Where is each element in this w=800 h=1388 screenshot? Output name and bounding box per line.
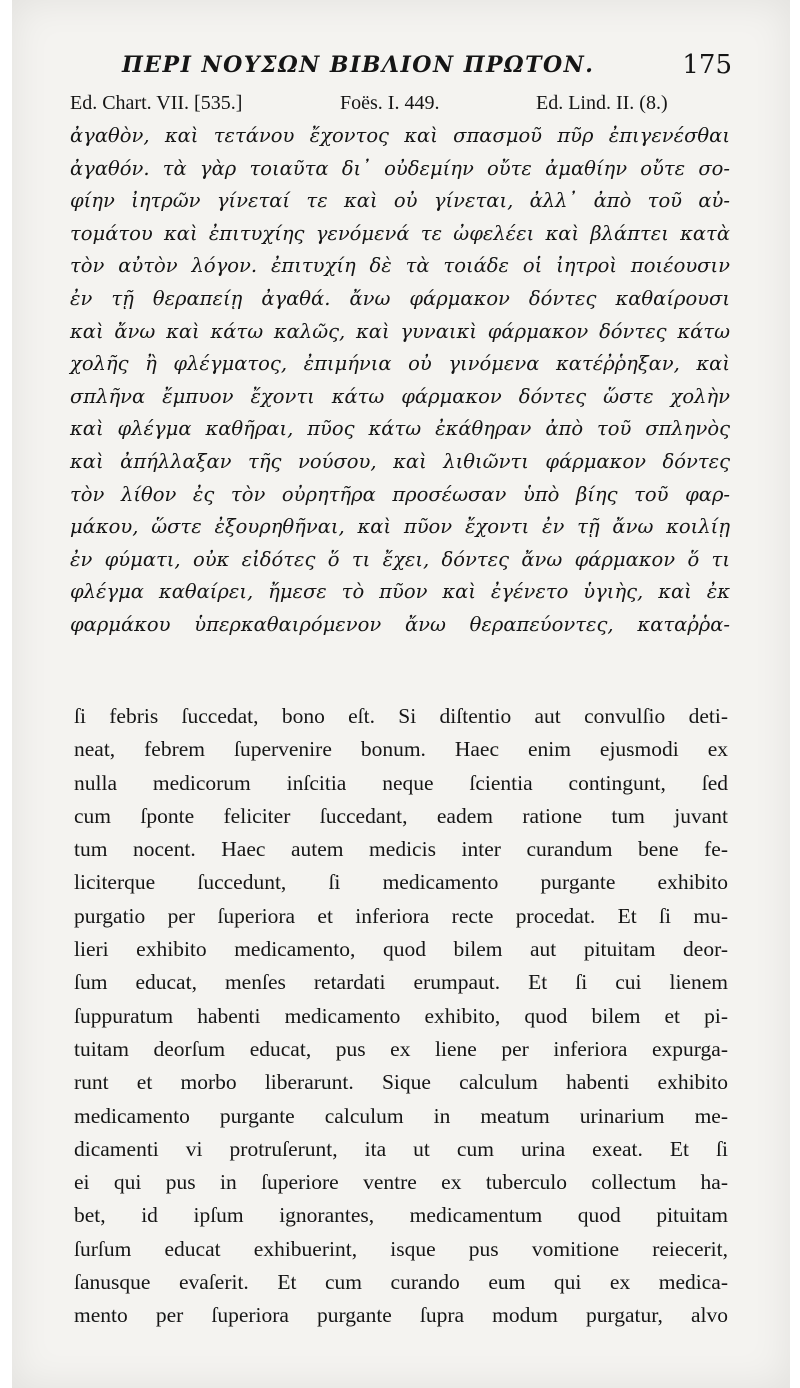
linden-reference: Ed. Lind. II. (8.) — [536, 92, 668, 114]
greek-line: φλέγμα καθαίρει, ἤμεσε τὸ πῦον καὶ ἐγένετο ὑγιὴς, καὶ ἐκ — [70, 580, 730, 604]
greek-line: χολῆς ἢ φλέγματος, ἐπιμήνια οὐ γινόμενα κατέῤῥηξαν, καὶ — [70, 352, 730, 376]
page-number: 175 — [682, 50, 732, 80]
greek-line: μάκου, ὥστε ἐξουρηθῆναι, καὶ πῦον ἔχοντι ἐν τῇ ἄνω κοιλίῃ — [70, 515, 730, 539]
latin-line: ſuppuratum habenti medicamento exhibito, quod bilem et pi- — [74, 1003, 728, 1028]
greek-line: ἀγαθὸν, καὶ τετάνου ἔχοντος καὶ σπασμοῦ πῦρ ἐπιγενέσθαι — [70, 124, 730, 147]
latin-line: lieri exhibito medicamento, quod bilem aut pituitam deor- — [74, 937, 728, 962]
latin-line: medicamento purgante calculum in meatum urinarium me- — [74, 1103, 728, 1128]
latin-line: ſi febris ſuccedat, bono eſt. Si diſtentio aut convulſio deti- — [74, 704, 728, 728]
latin-line: liciterque ſuccedunt, ſi medicamento purgante exhibito — [74, 870, 728, 895]
greek-line: φίην ἰητρῶν γίνεταί τε καὶ οὐ γίνεται, ἀλλ᾽ ἀπὸ τοῦ αὐ- — [70, 189, 730, 213]
latin-line: tuitam deorſum educat, pus ex liene per inferiora expurga- — [74, 1036, 728, 1061]
latin-line: nulla medicorum inſcitia neque ſcientia contingunt, ſed — [74, 770, 728, 795]
latin-line: ſanusque evaſerit. Et cum curando eum qui ex medica- — [74, 1270, 728, 1295]
latin-line: neat, febrem ſupervenire bonum. Haec enim ejusmodi ex — [74, 737, 728, 762]
running-title: ΠΕΡΙ ΝΟΥΣΩΝ ΒΙΒΛΙΟΝ ΠΡΩΤΟΝ. — [122, 52, 595, 78]
latin-line: tum nocent. Haec autem medicis inter curandum bene fe- — [74, 837, 728, 862]
greek-line: τὸν λίθον ἐς τὸν οὐρητῆρα προσέωσαν ὑπὸ βίης τοῦ φαρ- — [70, 482, 730, 506]
latin-line: dicamenti vi protruſerunt, ita ut cum urina exeat. Et ſi — [74, 1136, 728, 1161]
greek-line: ἀγαθόν. τὰ γὰρ τοιαῦτα δι᾽ οὐδεμίην οὔτε ἀμαθίην οὔτε σο- — [70, 156, 730, 180]
greek-text-block — [70, 120, 730, 642]
greek-line: σπλῆνα ἔμπυον ἔχοντι κάτω φάρμακον δόντες ὥστε χολὴν — [70, 384, 730, 408]
latin-line: cum ſponte feliciter ſuccedant, eadem ratione tum juvant — [74, 803, 728, 828]
latin-text-block — [74, 700, 728, 1333]
foes-reference: Foës. I. 449. — [340, 92, 440, 114]
latin-line: bet, id ipſum ignorantes, medicamentum quod pituitam — [74, 1203, 728, 1228]
greek-line: ἐν φύματι, οὐκ εἰδότες ὅ τι ἔχει, δόντες ἄνω φάρμακον ὅ τι — [70, 547, 730, 571]
greek-line: ἐν τῇ θεραπείῃ ἀγαθά. ἄνω φάρμακον δόντες καθαίρουσι — [70, 286, 730, 310]
latin-line: ſum educat, menſes retardati erumpaut. Et ſi cui lienem — [74, 970, 728, 995]
greek-line: καὶ φλέγμα καθῆραι, πῦος κάτω ἐκάθηραν ἀπὸ τοῦ σπληνὸς — [70, 417, 730, 441]
latin-line: runt et morbo liberarunt. Sique calculum habenti exhibito — [74, 1070, 728, 1095]
latin-line: mento per ſuperiora purgante ſupra modum purgatur, alvo — [74, 1303, 728, 1328]
greek-line: τομάτου καὶ ἐπιτυχίης γενόμενά τε ὠφελέει καὶ βλάπτει κατὰ — [70, 221, 730, 245]
greek-line: φαρμάκου ὑπερκαθαιρόμενον ἄνω θεραπεύοντες, καταῤῥα- — [70, 612, 730, 636]
greek-line: καὶ ἄνω καὶ κάτω καλῶς, καὶ γυναικὶ φάρμακον δόντες κάτω — [70, 319, 730, 343]
book-page — [12, 0, 790, 1388]
chartier-reference: Ed. Chart. VII. [535.] — [70, 92, 243, 114]
edition-references — [70, 92, 726, 122]
page-header — [122, 50, 732, 90]
greek-line: τὸν αὐτὸν λόγον. ἐπιτυχίη δὲ τὰ τοιάδε οἱ ἰητροὶ ποιέουσιν — [70, 254, 730, 278]
latin-line: purgatio per ſuperiora et inferiora recte procedat. Et ſi mu- — [74, 903, 728, 928]
latin-line: ei qui pus in ſuperiore ventre ex tuberculo collectum ha- — [74, 1170, 728, 1195]
latin-line: ſurſum educat exhibuerint, isque pus vomitione reiecerit, — [74, 1236, 728, 1261]
greek-line: καὶ ἀπήλλαξαν τῆς νούσου, καὶ λιθιῶντι φάρμακον δόντες — [70, 449, 730, 473]
